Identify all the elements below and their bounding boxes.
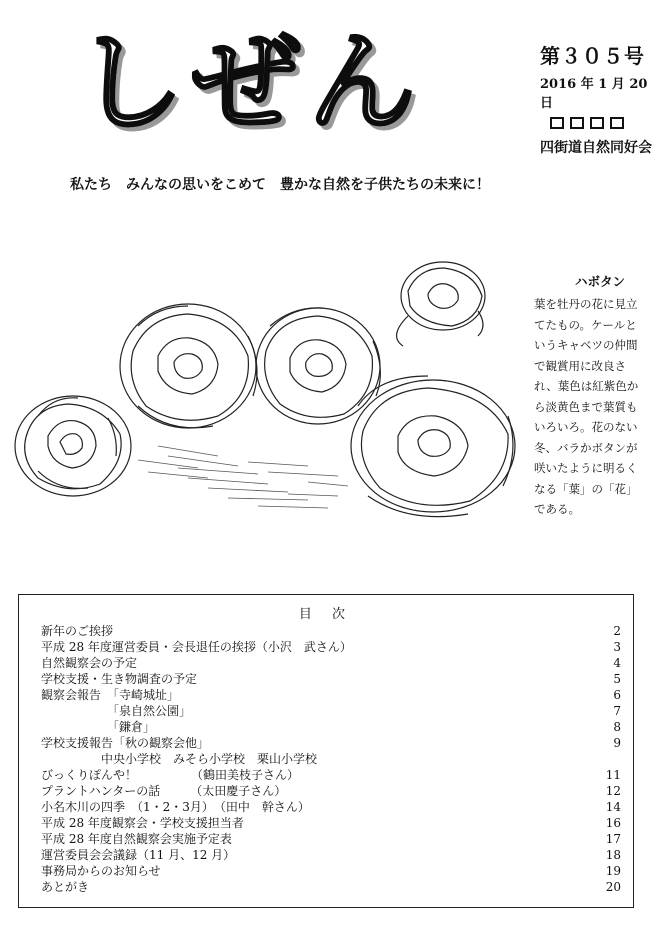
toc-entry: [41, 799, 621, 815]
toc-entry-title: 平成 28 年度自然観察会実施予定表: [41, 832, 232, 846]
toc-entry: [41, 815, 621, 831]
toc-entry-title: 小名木川の四季 （1・2・3月） （田中 幹さん）: [41, 800, 310, 814]
toc-entry-page: 19: [605, 864, 621, 878]
toc-entry-title: 「泉自然公園」: [41, 704, 192, 718]
toc-entry-page: 16: [605, 816, 621, 830]
toc-entry: [41, 623, 621, 639]
toc-entry-title: 「鎌倉」: [41, 720, 156, 734]
toc-list: [41, 623, 621, 895]
illustration-caption: [534, 272, 666, 520]
blank-box: [570, 117, 584, 129]
issue-number: 第３０５号: [540, 44, 645, 68]
caption-line: で観賞用に改良さ: [534, 358, 626, 373]
toc-title: 目 次: [298, 607, 354, 622]
toc-entry: [41, 879, 621, 895]
caption-line: 冬、バラかボタンが: [534, 440, 638, 455]
toc-entry-page: 20: [605, 880, 621, 894]
toc-entry-title: びっくりぽんや！ （鶴田美枝子さん）: [41, 768, 300, 782]
toc-entry: [41, 847, 621, 863]
toc-entry-page: 3: [613, 640, 621, 654]
cabbage-center-left: [120, 304, 257, 428]
toc-entry: [41, 863, 621, 879]
toc-entry-title: 自然観察会の予定: [41, 656, 138, 670]
caption-line: れ、葉色は紅紫色か: [534, 379, 639, 393]
blank-box: [550, 117, 564, 129]
toc-entry-title: 学校支援・生き物調査の予定: [41, 672, 198, 686]
title-text: しぜん: [76, 21, 416, 140]
toc-entry: [41, 639, 621, 655]
toc-entry: [41, 687, 621, 703]
toc-entry-title: 学校支援報告「秋の観察会他」: [41, 736, 210, 750]
toc-entry-title: 平成 28 年度観察会・学校支援担当者: [41, 816, 244, 830]
toc-entry-page: 7: [613, 704, 621, 718]
toc-entry-page: 5: [613, 672, 621, 686]
toc-entry-title: 中央小学校 みそら小学校 栗山小学校: [41, 752, 318, 766]
toc-entry-title: 事務局からのお知らせ: [41, 864, 161, 878]
caption-line: 咲いたように明るく: [534, 461, 638, 475]
toc-entry-page: 4: [613, 656, 621, 670]
newsletter-title: [70, 20, 430, 140]
caption-body: [534, 294, 666, 520]
caption-line: いうキャベツの仲間: [534, 338, 638, 352]
toc-entry: [41, 719, 621, 735]
toc-entry-page: 12: [605, 784, 621, 798]
toc-entry-page: 2: [613, 624, 621, 638]
toc-entry-page: 6: [613, 688, 621, 702]
caption-title: ハボタン: [574, 274, 625, 289]
caption-line: なる「葉」の「花」: [534, 481, 638, 496]
toc-entry: [41, 751, 621, 767]
toc-entry: [41, 767, 621, 783]
toc-entry-page: 9: [613, 736, 621, 750]
toc-entry-title: あとがき: [41, 880, 90, 894]
toc-entry-page: 14: [605, 800, 621, 814]
cabbage-center: [256, 308, 380, 424]
motto: 私たち みんなの思いをこめて 豊かな自然を子供たちの未来に！: [70, 177, 490, 193]
toc-entry-page: 11: [605, 768, 621, 782]
blank-boxes: [540, 117, 660, 129]
blank-box: [610, 117, 624, 129]
toc-entry: [41, 735, 621, 751]
issue-info: [540, 40, 660, 157]
toc-entry: [41, 703, 621, 719]
cabbage-top-right: [397, 262, 485, 346]
ground-shading: [138, 446, 348, 508]
table-of-contents: [18, 594, 634, 908]
cabbage-bottom-right: [351, 376, 515, 517]
toc-entry: [41, 831, 621, 847]
toc-entry-page: 17: [605, 832, 621, 846]
toc-entry-page: 8: [613, 720, 621, 734]
toc-entry-title: 平成 28 年度運営委員・会長退任の挨拶（小沢 武さん）: [41, 640, 352, 654]
toc-entry-title: 運営委員会会議録（11 月、12 月）: [41, 848, 236, 862]
toc-entry-title: 観察会報告 「寺崎城址」: [41, 688, 180, 702]
toc-entry: [41, 671, 621, 687]
ornamental-cabbage-illustration: [8, 256, 520, 528]
toc-entry-title: プラントハンターの話 （太田慶子さん）: [41, 784, 287, 798]
blank-box: [590, 117, 604, 129]
issue-date: 2016 年 1 月 20 日: [540, 77, 648, 111]
toc-entry-page: 18: [605, 848, 621, 862]
caption-line: 葉を牡丹の花に見立: [534, 297, 638, 311]
caption-line: である。: [534, 502, 580, 516]
toc-entry: [41, 655, 621, 671]
toc-entry: [41, 783, 621, 799]
organization-name: 四街道自然同好会: [540, 140, 652, 156]
caption-line: てたもの。ケールと: [534, 317, 637, 332]
cabbage-left: [15, 396, 131, 496]
toc-entry-title: 新年のご挨拶: [41, 624, 114, 638]
caption-line: いろいろ。花のない: [534, 420, 638, 434]
caption-line: ら淡黄色まで葉質も: [534, 399, 638, 414]
